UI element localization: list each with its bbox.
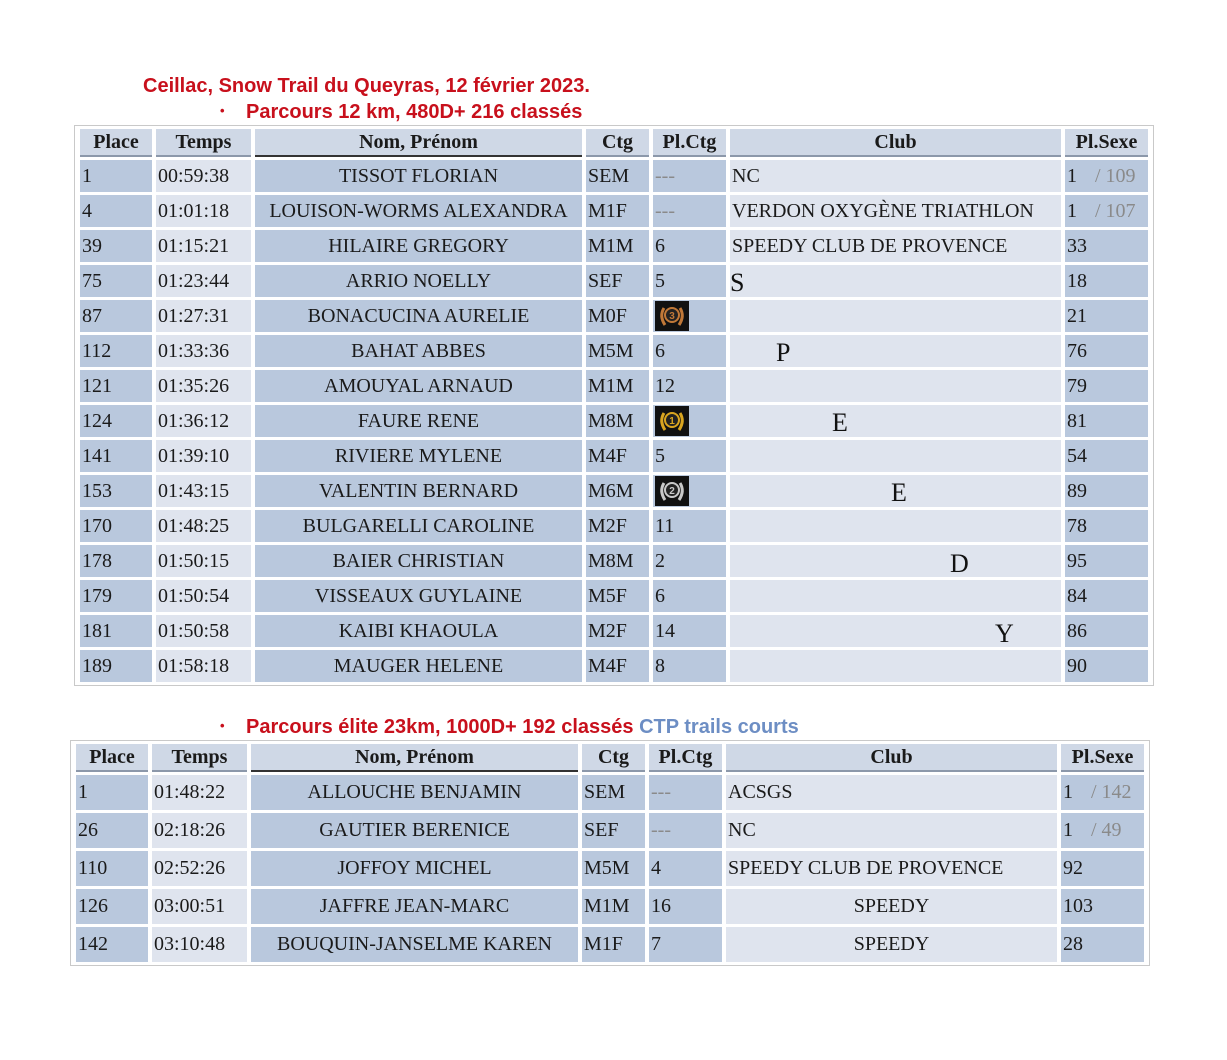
column-header-plsexe: Pl.Sexe: [1065, 129, 1148, 157]
cell-temps: 01:58:18: [156, 650, 251, 682]
cell-place: 4: [80, 195, 152, 227]
cell-nom: RIVIERE MYLENE: [255, 440, 582, 472]
cell-place: 1: [80, 160, 152, 192]
cell-nom: KAIBI KHAOULA: [255, 615, 582, 647]
column-header-temps: Temps: [152, 744, 247, 772]
cell-club: [730, 440, 1061, 472]
cell-plsexe: 81: [1065, 405, 1148, 437]
speedy-letter: D: [950, 549, 969, 578]
cell-ctg: SEF: [582, 813, 645, 848]
cell-plctg: 14: [653, 615, 726, 647]
cell-temps: 01:23:44: [156, 265, 251, 297]
cell-plctg: ---: [653, 195, 726, 227]
cell-plsexe: 79: [1065, 370, 1148, 402]
medal-rank: 2: [669, 486, 675, 497]
cell-plctg: 8: [653, 650, 726, 682]
cell-club: SPEEDY: [726, 889, 1057, 924]
table-row: [80, 195, 1148, 227]
cell-ctg: M0F: [586, 300, 649, 332]
cell-plctg: 7: [649, 927, 722, 962]
cell-nom: ARRIO NOELLY: [255, 265, 582, 297]
table-row: [80, 650, 1148, 682]
column-header-nom: Nom, Prénom: [251, 744, 578, 772]
cell-plsexe: 18: [1065, 265, 1148, 297]
bullet-icon: •: [220, 103, 225, 118]
cell-nom: BONACUCINA AURELIE: [255, 300, 582, 332]
cell-club: [730, 370, 1061, 402]
cell-ctg: M6M: [586, 475, 649, 507]
cell-nom: VISSEAUX GUYLAINE: [255, 580, 582, 612]
column-header-plctg: Pl.Ctg: [653, 129, 726, 157]
cell-temps: 01:48:25: [156, 510, 251, 542]
cell-temps: 01:43:15: [156, 475, 251, 507]
table-row: [80, 475, 1148, 507]
cell-plctg: [653, 405, 726, 437]
cell-place: 142: [76, 927, 148, 962]
cell-plsexe: 1 / 107: [1065, 195, 1148, 227]
cell-temps: 01:50:58: [156, 615, 251, 647]
cell-ctg: M1F: [586, 195, 649, 227]
table-row: [76, 851, 1144, 886]
cell-place: 126: [76, 889, 148, 924]
cell-club: [730, 650, 1061, 682]
cell-place: 153: [80, 475, 152, 507]
cell-place: 75: [80, 265, 152, 297]
speedy-letter: E: [832, 408, 848, 437]
race2-heading-text: Parcours élite 23km, 1000D+ 192 classés: [246, 716, 634, 738]
medal-rank: 1: [669, 416, 675, 427]
cell-ctg: M1M: [582, 889, 645, 924]
sexe-total: / 109: [1095, 164, 1136, 187]
cell-plsexe: 103: [1061, 889, 1144, 924]
cell-plctg: [653, 475, 726, 507]
cell-place: 181: [80, 615, 152, 647]
table-row: [80, 580, 1148, 612]
speedy-letter: P: [776, 338, 791, 367]
page-title: Ceillac, Snow Trail du Queyras, 12 février 2023.: [143, 75, 590, 97]
cell-ctg: M4F: [586, 440, 649, 472]
cell-club: SPEEDY CLUB DE PROVENCE: [726, 851, 1057, 886]
cell-plctg: 6: [653, 335, 726, 367]
table-row: [76, 927, 1144, 962]
cell-temps: 01:27:31: [156, 300, 251, 332]
column-header-ctg: Ctg: [586, 129, 649, 157]
cell-nom: TISSOT FLORIAN: [255, 160, 582, 192]
cell-plctg: 11: [653, 510, 726, 542]
column-header-club: Club: [730, 129, 1061, 157]
cell-temps: 00:59:38: [156, 160, 251, 192]
cell-place: 178: [80, 545, 152, 577]
table-row: [80, 265, 1148, 297]
cell-ctg: M1M: [586, 230, 649, 262]
table-row: [80, 335, 1148, 367]
race1-heading-text: Parcours 12 km, 480D+ 216 classés: [246, 101, 583, 123]
race2-results-table: [70, 740, 1150, 966]
cell-plctg: 5: [653, 440, 726, 472]
cell-nom: FAURE RENE: [255, 405, 582, 437]
race1-heading: [220, 101, 582, 124]
cell-place: 121: [80, 370, 152, 402]
table-row: [80, 370, 1148, 402]
column-header-nom: Nom, Prénom: [255, 129, 582, 157]
cell-club: NC: [726, 813, 1057, 848]
column-header-club: Club: [726, 744, 1057, 772]
race2-heading: [220, 716, 799, 739]
cell-place: 170: [80, 510, 152, 542]
cell-nom: BULGARELLI CAROLINE: [255, 510, 582, 542]
speedy-letter: S: [730, 268, 745, 297]
column-header-plsexe: Pl.Sexe: [1061, 744, 1144, 772]
cell-temps: 01:48:22: [152, 775, 247, 810]
cell-club: ACSGS: [726, 775, 1057, 810]
cell-ctg: M4F: [586, 650, 649, 682]
cell-temps: 02:52:26: [152, 851, 247, 886]
cell-nom: BAHAT ABBES: [255, 335, 582, 367]
cell-nom: ALLOUCHE BENJAMIN: [251, 775, 578, 810]
cell-plsexe: 90: [1065, 650, 1148, 682]
cell-plctg: 16: [649, 889, 722, 924]
medal-icon: [655, 406, 689, 436]
table-row: [80, 300, 1148, 332]
cell-nom: HILAIRE GREGORY: [255, 230, 582, 262]
cell-place: 124: [80, 405, 152, 437]
cell-club: [730, 580, 1061, 612]
speedy-letter: E: [891, 478, 907, 507]
cell-place: 179: [80, 580, 152, 612]
race1-results-table: [74, 125, 1154, 686]
cell-temps: 01:36:12: [156, 405, 251, 437]
cell-plsexe: 21: [1065, 300, 1148, 332]
cell-plsexe: 1 / 109: [1065, 160, 1148, 192]
cell-plctg: 12: [653, 370, 726, 402]
cell-club: SPEEDY: [726, 927, 1057, 962]
table-row: [76, 813, 1144, 848]
cell-nom: VALENTIN BERNARD: [255, 475, 582, 507]
cell-plsexe: 33: [1065, 230, 1148, 262]
cell-place: 110: [76, 851, 148, 886]
cell-club: [730, 510, 1061, 542]
cell-plctg: [653, 300, 726, 332]
sexe-total: / 107: [1095, 199, 1136, 222]
column-header-ctg: Ctg: [582, 744, 645, 772]
cell-ctg: M2F: [586, 615, 649, 647]
table-row: [80, 405, 1148, 437]
cell-nom: LOUISON-WORMS ALEXANDRA: [255, 195, 582, 227]
cell-ctg: M5M: [582, 851, 645, 886]
cell-plsexe: 86: [1065, 615, 1148, 647]
cell-nom: MAUGER HELENE: [255, 650, 582, 682]
cell-plctg: 4: [649, 851, 722, 886]
cell-plctg: 5: [653, 265, 726, 297]
cell-place: 87: [80, 300, 152, 332]
cell-ctg: M8M: [586, 545, 649, 577]
cell-plsexe: 28: [1061, 927, 1144, 962]
cell-temps: 03:10:48: [152, 927, 247, 962]
cell-ctg: SEF: [586, 265, 649, 297]
cell-club: [730, 265, 1061, 297]
cell-plsexe: 84: [1065, 580, 1148, 612]
cell-place: 1: [76, 775, 148, 810]
cell-ctg: M8M: [586, 405, 649, 437]
cell-plsexe: 95: [1065, 545, 1148, 577]
column-header-temps: Temps: [156, 129, 251, 157]
cell-ctg: M2F: [586, 510, 649, 542]
cell-nom: AMOUYAL ARNAUD: [255, 370, 582, 402]
cell-temps: 01:39:10: [156, 440, 251, 472]
table-row: [76, 889, 1144, 924]
cell-temps: 01:35:26: [156, 370, 251, 402]
cell-ctg: SEM: [586, 160, 649, 192]
column-header-place: Place: [76, 744, 148, 772]
table-row: [80, 510, 1148, 542]
cell-plctg: 2: [653, 545, 726, 577]
cell-ctg: SEM: [582, 775, 645, 810]
cell-plctg: 6: [653, 580, 726, 612]
table-row: [80, 545, 1148, 577]
cell-plctg: 6: [653, 230, 726, 262]
cell-plsexe: 54: [1065, 440, 1148, 472]
table-row: [80, 440, 1148, 472]
cell-nom: JAFFRE JEAN-MARC: [251, 889, 578, 924]
cell-temps: 01:15:21: [156, 230, 251, 262]
cell-club: NC: [730, 160, 1061, 192]
cell-temps: 01:50:15: [156, 545, 251, 577]
table-row: [80, 230, 1148, 262]
bullet-icon: •: [220, 718, 225, 733]
cell-nom: BAIER CHRISTIAN: [255, 545, 582, 577]
cell-temps: 01:50:54: [156, 580, 251, 612]
cell-temps: 01:01:18: [156, 195, 251, 227]
medal-rank: 3: [669, 311, 675, 322]
cell-club: [730, 405, 1061, 437]
cell-ctg: M1F: [582, 927, 645, 962]
cell-plsexe: 92: [1061, 851, 1144, 886]
cell-ctg: M1M: [586, 370, 649, 402]
cell-plsexe: 1 / 142: [1061, 775, 1144, 810]
cell-place: 39: [80, 230, 152, 262]
cell-place: 141: [80, 440, 152, 472]
cell-club: [730, 300, 1061, 332]
speedy-letter: Y: [995, 619, 1014, 648]
cell-club: [730, 545, 1061, 577]
cell-ctg: M5F: [586, 580, 649, 612]
cell-plctg: ---: [649, 775, 722, 810]
cell-club: VERDON OXYGÈNE TRIATHLON: [730, 195, 1061, 227]
cell-place: 189: [80, 650, 152, 682]
medal-icon: [655, 301, 689, 331]
cell-plsexe: 78: [1065, 510, 1148, 542]
table-row: [80, 160, 1148, 192]
cell-place: 112: [80, 335, 152, 367]
sexe-total: / 49: [1091, 819, 1122, 841]
ctp-link[interactable]: CTP trails courts: [639, 716, 799, 738]
cell-temps: 03:00:51: [152, 889, 247, 924]
cell-ctg: M5M: [586, 335, 649, 367]
table-row: [80, 615, 1148, 647]
sexe-total: / 142: [1091, 781, 1132, 803]
cell-nom: BOUQUIN-JANSELME KAREN: [251, 927, 578, 962]
column-header-plctg: Pl.Ctg: [649, 744, 722, 772]
cell-nom: GAUTIER BERENICE: [251, 813, 578, 848]
cell-plsexe: 1 / 49: [1061, 813, 1144, 848]
cell-plsexe: 76: [1065, 335, 1148, 367]
medal-icon: [655, 476, 689, 506]
cell-plsexe: 89: [1065, 475, 1148, 507]
cell-club: SPEEDY CLUB DE PROVENCE: [730, 230, 1061, 262]
cell-place: 26: [76, 813, 148, 848]
cell-plctg: ---: [649, 813, 722, 848]
column-header-place: Place: [80, 129, 152, 157]
cell-nom: JOFFOY MICHEL: [251, 851, 578, 886]
cell-temps: 02:18:26: [152, 813, 247, 848]
cell-plctg: ---: [653, 160, 726, 192]
cell-temps: 01:33:36: [156, 335, 251, 367]
table-row: [76, 775, 1144, 810]
